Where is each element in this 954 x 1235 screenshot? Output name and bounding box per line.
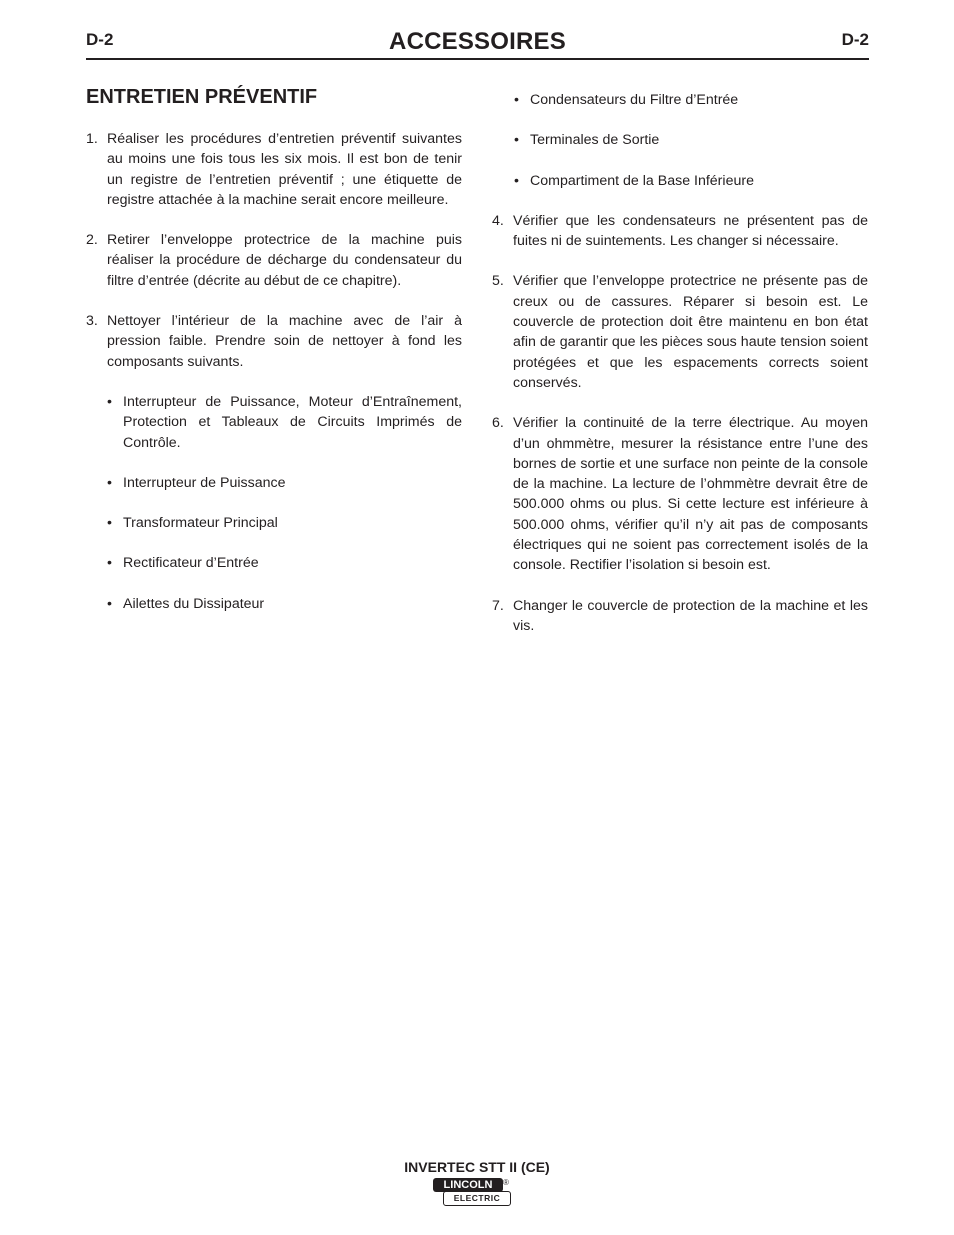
list-item xyxy=(86,230,462,291)
bullet-icon: • xyxy=(107,555,112,572)
item-number: 3. xyxy=(86,313,98,330)
bullet-item xyxy=(86,513,462,533)
bullet-text: Interrupteur de Puissance xyxy=(123,474,286,491)
logo-top-text: LINCOLN xyxy=(433,1178,503,1192)
list-item xyxy=(86,311,462,372)
bullet-item xyxy=(86,473,462,493)
item-number: 5. xyxy=(492,273,504,290)
list-item xyxy=(492,271,868,393)
item-number: 2. xyxy=(86,232,98,249)
bullet-icon: • xyxy=(514,92,519,108)
left-column xyxy=(86,129,462,634)
bullet-icon: • xyxy=(107,595,112,612)
bullet-icon: • xyxy=(514,172,519,189)
bullet-item xyxy=(86,594,462,614)
list-item xyxy=(492,413,868,575)
logo-bottom-text: ELECTRIC xyxy=(443,1191,511,1206)
bullet-icon: • xyxy=(514,132,519,149)
item-text: Vérifier la continuité de la terre électrique. Au moyen d’un ohmmètre, mesurer la résistance entre l’une des bornes de sortie et une surface non peinte de la console de la machine. La lecture de l’ohmmètre devrait être de 500.000 ohms ou plus. Si cette lecture est inférieure à 500.000 ohms, vérifier qu’il n’y ait pas de composants électriques qui ne soient pas correctement isolés de la console. Rectifier l’isolation si besoin est. xyxy=(513,415,868,574)
item-number: 7. xyxy=(492,597,504,614)
bullet-text: Rectificateur d’Entrée xyxy=(123,555,259,572)
page-number-left: D-2 xyxy=(86,30,114,49)
bullet-text: Interrupteur de Puissance, Moteur d’Entraînement, Protection et Tableaux de Circuits Imprimés de Contrôle. xyxy=(123,393,462,451)
item-number: 1. xyxy=(86,131,98,147)
list-item xyxy=(492,596,868,637)
bullet-text: Terminales de Sortie xyxy=(530,132,660,149)
bullet-text: Ailettes du Dissipateur xyxy=(123,595,265,612)
page-title: ACCESSOIRES xyxy=(389,28,566,55)
page-number-right: D-2 xyxy=(841,30,869,49)
bullet-text: Condensateurs du Filtre d’Entrée xyxy=(530,92,739,108)
bullet-icon: • xyxy=(107,515,112,532)
footer-model-name: INVERTEC STT II (CE) xyxy=(404,1159,550,1175)
bullet-text: Transformateur Principal xyxy=(123,515,278,532)
bullet-item xyxy=(492,90,868,110)
bullet-item xyxy=(492,171,868,191)
bullet-text: Compartiment de la Base Inférieure xyxy=(530,172,754,189)
item-text: Nettoyer l’intérieur de la machine avec de l’air à pression faible. Prendre soin de nettoyer à fond les composants suivants. xyxy=(107,313,462,370)
lincoln-electric-logo xyxy=(433,1178,513,1208)
item-text: Vérifier que les condensateurs ne présentent pas de fuites ni de suintements. Les changer si nécessaire. xyxy=(513,212,868,250)
item-text: Réaliser les procédures d’entretien préventif suivantes au moins une fois tous les six mois. Il est bon de tenir un registre de l’entretien préventif ; une étiquette de registre attachée à la machine serait encore meilleure. xyxy=(107,131,462,208)
item-number: 4. xyxy=(492,212,504,229)
logo-registered-mark: ® xyxy=(503,1178,509,1187)
bullet-item xyxy=(86,553,462,573)
bullet-icon: • xyxy=(107,393,112,410)
item-number: 6. xyxy=(492,415,504,432)
item-text: Changer le couvercle de protection de la machine et les vis. xyxy=(513,597,868,634)
bullet-icon: • xyxy=(107,474,112,491)
right-column xyxy=(492,90,868,656)
item-text: Vérifier que l’enveloppe protectrice ne présente pas de creux ou de cassures. Réparer si besoin est. Le couvercle de protection doit être maintenu en bon état afin de garantir que les pièces sous haute tension soient protégées et que les espacements corrects soient conservés. xyxy=(513,273,868,391)
item-text: Retirer l’enveloppe protectrice de la machine puis réaliser la procédure de décharge du condensateur du filtre d’entrée (décrite au début de ce chapitre). xyxy=(107,232,462,289)
page-header xyxy=(86,26,869,60)
bullet-item xyxy=(492,130,868,150)
list-item xyxy=(492,211,868,252)
list-item xyxy=(86,129,462,210)
bullet-item xyxy=(86,392,462,453)
section-title: ENTRETIEN PRÉVENTIF xyxy=(86,86,318,108)
